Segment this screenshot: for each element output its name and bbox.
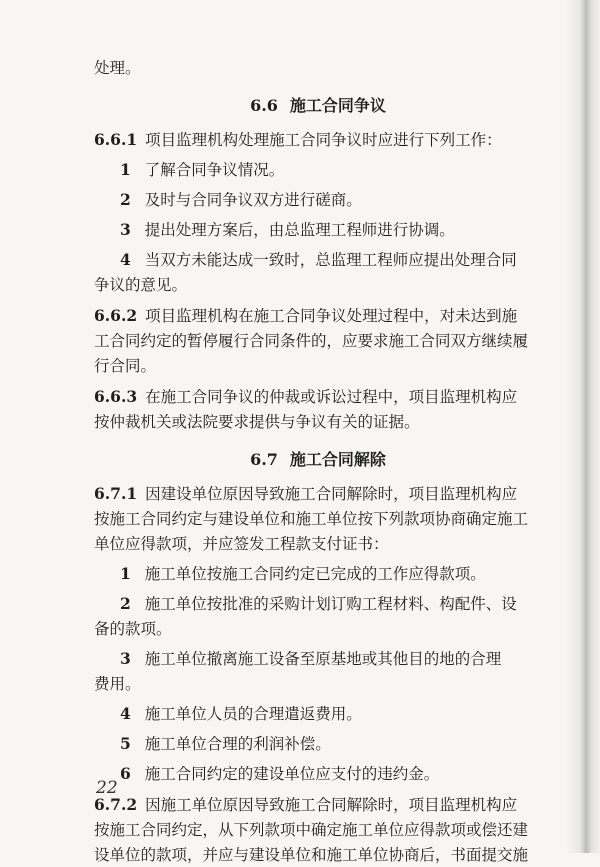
clause-number: 6.7.2 [94, 795, 138, 814]
list-item-number: 2 [120, 594, 131, 613]
clause-text: 在施工合同争议的仲裁或诉讼过程中，项目监理机构应 [145, 388, 518, 406]
list-item-number: 1 [120, 160, 131, 179]
list-item-text: 及时与合同争议双方进行磋商。 [144, 191, 362, 209]
section-title: 施工合同解除 [289, 450, 386, 469]
list-item-text: 费用。 [94, 675, 141, 693]
list-item-number: 3 [120, 220, 131, 239]
clause-line [94, 128, 542, 152]
clause-line [94, 482, 542, 506]
list-item-number: 4 [120, 704, 131, 723]
list-item-number: 2 [120, 190, 131, 209]
clause-text: 项目监理机构处理施工合同争议时应进行下列工作： [145, 131, 502, 149]
clause-text: 因施工单位原因导致施工合同解除时，项目监理机构应 [145, 796, 518, 814]
list-item [94, 592, 542, 616]
clause-number: 6.6.2 [94, 306, 138, 325]
clause-text: 设单位的款项，并应与建设单位和施工单位协商后，书面提交施 [94, 846, 529, 864]
list-item [94, 158, 542, 182]
list-item-continuation [94, 672, 542, 696]
clause-line [94, 304, 542, 328]
list-item-text: 了解合同争议情况。 [144, 161, 285, 179]
clause-continuation [94, 329, 542, 353]
clause-continuation [94, 843, 542, 867]
clause-text: 按施工合同约定，从下列款项中确定施工单位应得款项或偿还建 [94, 821, 529, 839]
section-heading [94, 448, 542, 472]
section-number: 6.6 [250, 96, 278, 115]
clause-text: 项目监理机构在施工合同争议处理过程中，对未达到施 [145, 307, 518, 325]
list-item-number: 1 [120, 564, 131, 583]
section-title: 施工合同争议 [289, 96, 386, 115]
clause-continuation [94, 818, 542, 842]
list-item-text: 提出处理方案后，由总监理工程师进行协调。 [144, 221, 455, 239]
list-item-text: 备的款项。 [94, 620, 172, 638]
document-body [94, 56, 542, 867]
list-item-text: 施工合同约定的建设单位应支付的违约金。 [144, 765, 440, 783]
clause-text: 行合同。 [94, 357, 157, 375]
list-item [94, 188, 542, 212]
clause-continuation [94, 507, 542, 531]
list-item-text: 施工单位按批准的采购计划订购工程材料、构配件、设 [144, 595, 517, 613]
clause-text: 工合同约定的暂停履行合同条件的，应要求施工合同双方继续履 [94, 332, 529, 350]
clause-text: 因建设单位原因导致施工合同解除时，项目监理机构应 [145, 485, 518, 503]
list-item [94, 762, 542, 786]
section-heading [94, 94, 542, 118]
list-item-number: 5 [120, 734, 131, 753]
clause-text: 单位应得款项，并应签发工程款支付证书： [94, 535, 389, 553]
list-item [94, 562, 542, 586]
list-item-text: 当双方未能达成一致时，总监理工程师应提出处理合同 [144, 251, 517, 269]
sections-container [94, 94, 542, 867]
list-item-text: 施工单位人员的合理遣返费用。 [144, 705, 362, 723]
clause-number: 6.7.1 [94, 484, 138, 503]
clause-line [94, 385, 542, 409]
page-binding-edge [566, 0, 600, 853]
list-item [94, 732, 542, 756]
page-number: 22 [96, 778, 118, 798]
clause-continuation [94, 532, 542, 556]
clause-text: 按施工合同约定与建设单位和施工单位按下列款项协商确定施工 [94, 510, 529, 528]
list-item-number: 6 [120, 764, 131, 783]
list-item-text: 争议的意见。 [94, 276, 188, 294]
list-item [94, 702, 542, 726]
section-number: 6.7 [250, 450, 278, 469]
list-item [94, 248, 542, 272]
list-item-number: 4 [120, 250, 131, 269]
clause-continuation [94, 410, 542, 434]
list-item-number: 3 [120, 649, 131, 668]
list-item-continuation [94, 273, 542, 297]
list-item-text: 施工单位合理的利润补偿。 [144, 735, 331, 753]
clause-text: 按仲裁机关或法院要求提供与争议有关的证据。 [94, 413, 420, 431]
clause-number: 6.6.1 [94, 130, 138, 149]
clause-line [94, 793, 542, 817]
list-item-text: 施工单位按施工合同约定已完成的工作应得款项。 [144, 565, 486, 583]
list-item-continuation [94, 617, 542, 641]
intro-fragment: 处理。 [94, 59, 141, 77]
clause-continuation [94, 354, 542, 378]
list-item-text: 施工单位撤离施工设备至原基地或其他目的地的合理 [144, 650, 502, 668]
list-item [94, 647, 542, 671]
list-item [94, 218, 542, 242]
clause-number: 6.6.3 [94, 387, 138, 406]
